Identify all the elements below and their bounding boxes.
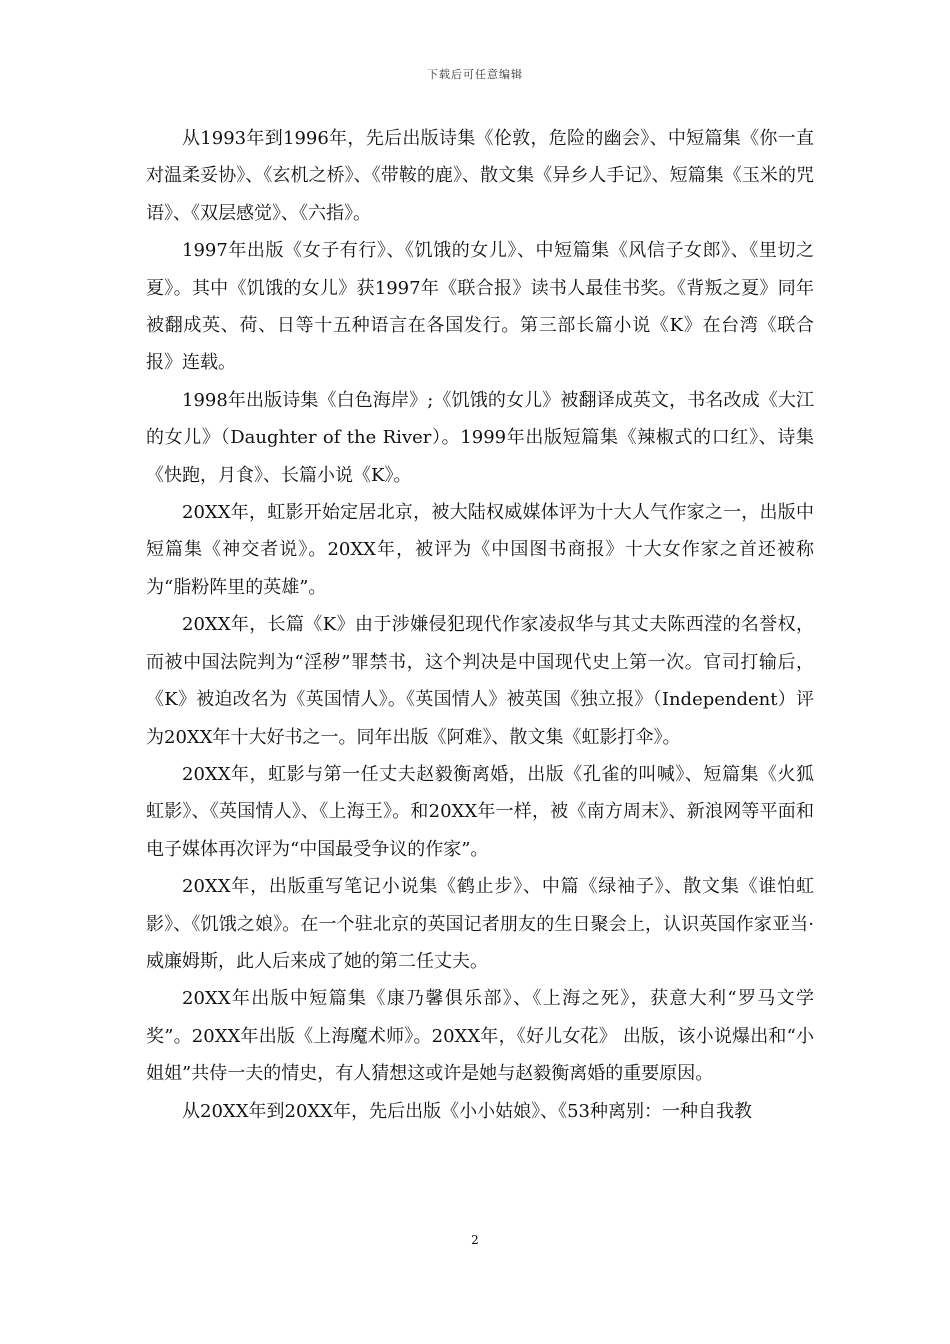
paragraph: 从20XX年到20XX年，先后出版《小小姑娘》、《53种离别：一种自我教 [182,1100,752,1122]
paragraph: 从1993年到1996年，先后出版诗集《伦敦，危险的幽会》、中短篇集《你一直对温柔妥协》、《玄机之桥》、《带鞍的鹿》、散文集《异乡人手记》、短篇集《玉米的咒语》、《双层感觉》、《六指》。 [146,128,814,224]
body-text [146,120,814,1130]
page-number: 2 [471,1233,479,1247]
page-header: 下载后可任意编辑 [427,68,523,81]
paragraph: 20XX年出版中短篇集《康乃馨俱乐部》、《上海之死》，获意大利“罗马文学奖”。20XX年出版《上海魔术师》。20XX年，《好儿女花》 出版，该小说爆出和“小姐姐”共侍一夫的情史，有人猜想这或许是她与赵毅衡离婚的重要原因。 [146,988,814,1085]
paragraph: 20XX年，长篇《K》由于涉嫌侵犯现代作家凌叔华与其丈夫陈西滢的名誉权，而被中国法院判为“淫秽”罪禁书，这个判决是中国现代史上第一次。官司打输后，《K》被迫改名为《英国情人》。《英国情人》被英国《独立报》（Independent）评为20XX年十大好书之一。同年出版《阿难》、散文集《虹影打伞》。 [146,614,814,748]
paragraph: 20XX年，虹影开始定居北京，被大陆权威媒体评为十大人气作家之一，出版中短篇集《神交者说》。20XX年，被评为《中国图书商报》十大女作家之首还被称为“脂粉阵里的英雄”。 [146,502,814,598]
paragraph: 1997年出版《女子有行》、《饥饿的女儿》、中短篇集《风信子女郎》、《里切之夏》。其中《饥饿的女儿》获1997年《联合报》读书人最佳书奖。《背叛之夏》同年被翻成英、荷、日等十五种语言在各国发行。第三部长篇小说《K》在台湾《联合报》连载。 [146,240,814,374]
paragraph: 1998年出版诗集《白色海岸》;《饥饿的女儿》被翻译成英文，书名改成《大江的女儿》（Daughter of the River）。1999年出版短篇集《辣椒式的口红》、诗集《快跑，月食》、长篇小说《K》。 [146,389,814,486]
paragraph: 20XX年，出版重写笔记小说集《鹤止步》、中篇《绿袖子》、散文集《谁怕虹影》、《饥饿之娘》。在一个驻北京的英国记者朋友的生日聚会上，认识英国作家亚当·威廉姆斯，此人后来成了她的第二任丈夫。 [146,876,814,972]
paragraph: 20XX年，虹影与第一任丈夫赵毅衡离婚，出版《孔雀的叫喊》、短篇集《火狐虹影》、《英国情人》、《上海王》。和20XX年一样，被《南方周末》、新浪网等平面和电子媒体再次评为“中国最受争议的作家”。 [146,763,814,860]
